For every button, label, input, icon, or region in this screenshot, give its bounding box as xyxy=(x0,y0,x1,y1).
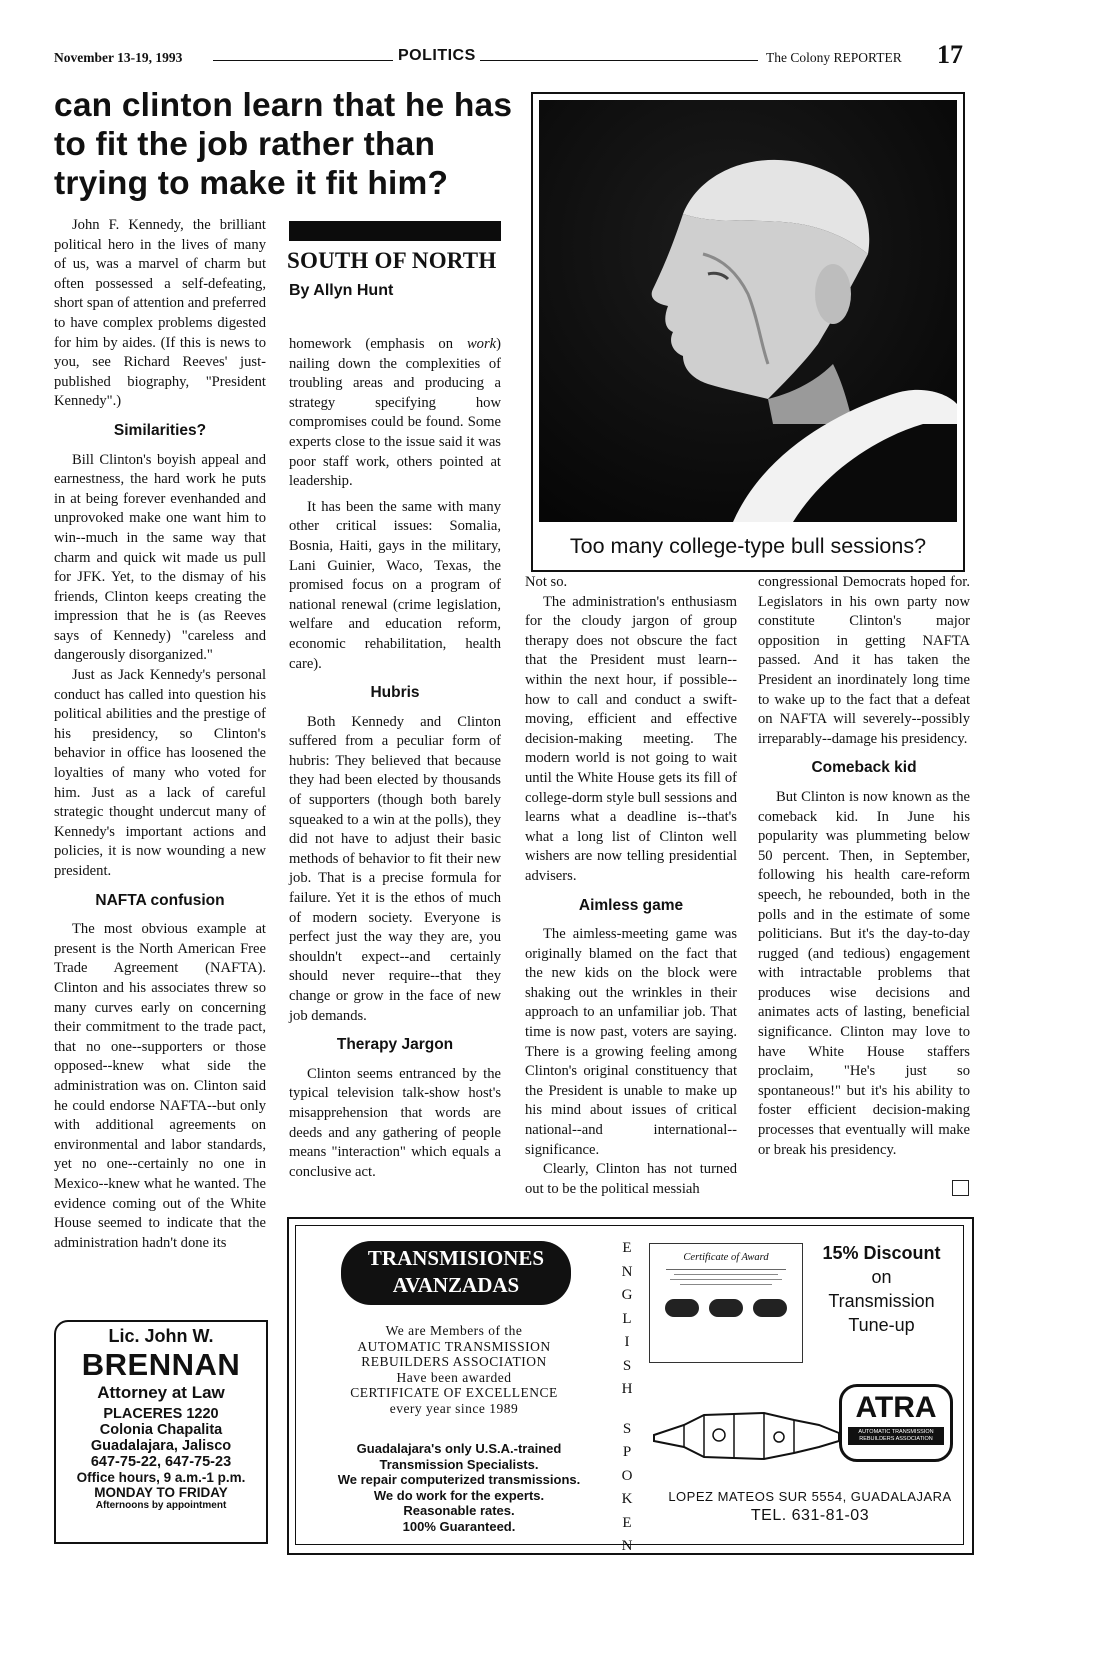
letter: S xyxy=(622,1357,632,1374)
ad-line: REBUILDERS ASSOCIATION xyxy=(361,1354,547,1369)
ad-line: CERTIFICATE OF EXCELLENCE xyxy=(350,1385,558,1400)
paragraph: John F. Kennedy, the brilliant political hero in the lives of many of us, was a marvel of charm but often possessed a self-defeating, short span of attention and preferred to have complex problems digested for him by aides. (If this is news to you, see Richard Reeves' just-published biography, "President Kennedy".) xyxy=(54,217,266,410)
certificate-image xyxy=(649,1243,803,1363)
paragraph: The most obvious example at present is the North American Free Trade Agreement (NAFTA). Clinton and his associates threw so many curves early on concerning their commitment to the trade pact, that no one--supporters or those opposed--knew what side the administration was on. Clinton said he could endorse NAFTA--but only with additional agreements on environmental and labor standards, yet no one--certainly no one in Mexico--knew what he wanted. The evidence coming out of the White House seemed to indicate that the administration hadn't done its xyxy=(54,921,266,1251)
logo-line: AVANZADAS xyxy=(392,1273,520,1297)
letter: P xyxy=(622,1444,632,1460)
ad-line: Guadalajara, Jalisco xyxy=(90,1438,232,1454)
ad-line: Transmission xyxy=(828,1291,935,1311)
paragraph: Bill Clinton's boyish appeal and earnestness, the hard work he puts in at being forever evenhanded and unprovoked make one want him to win--much in the same way that charm and quick wit made us pull for JFK. Yet, to the dismay of his friends, Clinton keeps creating the impression that he is (as Reeves says of Kennedy) "careless and dangerously disorganized." xyxy=(54,451,266,664)
atra-logo xyxy=(839,1384,953,1462)
letter: L xyxy=(622,1310,632,1327)
ad-line: Tune-up xyxy=(848,1315,915,1335)
paragraph: homework (emphasis on work) nailing down the complexities of troubling areas and producing a strategy specifying how compromises could be found. Some experts close to the issue said it was poor staff work, others pointed at leadership. xyxy=(289,336,501,490)
certificate-title: Certificate of Award xyxy=(683,1252,769,1263)
transmission-illustration xyxy=(644,1395,844,1480)
clinton-portrait-photo xyxy=(533,94,963,570)
ad-line: BRENNAN xyxy=(81,1347,241,1382)
ad-line: 15% Discount xyxy=(822,1243,941,1263)
subhead-similarities: Similarities? xyxy=(113,421,207,439)
transmission-icon xyxy=(644,1395,844,1475)
phone: TEL. 631-81-03 xyxy=(750,1507,870,1524)
paragraph: Clinton seems entranced by the typical television talk-show host's misapprehension that words are deeds and any gathering of people means "interaction" which equals a conclusive act. xyxy=(289,1065,501,1180)
attorney-ad xyxy=(54,1320,268,1544)
english-spoken-vertical xyxy=(616,1237,638,1559)
membership-text xyxy=(309,1323,599,1416)
award-seal xyxy=(753,1299,787,1317)
letter: N xyxy=(621,1538,633,1554)
ad-line: on xyxy=(871,1267,892,1287)
paragraph: Not so. xyxy=(525,574,568,590)
ad-line: Guadalajara's only U.S.A.-trained xyxy=(356,1441,562,1456)
award-seal xyxy=(709,1299,743,1317)
subhead-hubris: Hubris xyxy=(370,684,420,702)
letter: E xyxy=(622,1514,632,1531)
letter: H xyxy=(621,1381,633,1397)
ad-line: Afternoons by appointment xyxy=(95,1500,227,1511)
subhead-therapy-jargon: Therapy Jargon xyxy=(336,1036,454,1054)
subhead-nafta-confusion: NAFTA confusion xyxy=(95,891,225,909)
subhead-aimless-game: Aimless game xyxy=(578,896,684,914)
ad-line: every year since 1989 xyxy=(389,1400,519,1416)
article-column-4 xyxy=(758,573,970,1160)
transmisiones-logo xyxy=(341,1241,571,1305)
ad-line: Have been awarded xyxy=(396,1369,512,1385)
photo-caption: Too many college-type bull sessions? xyxy=(569,534,927,558)
ad-line: PLACERES 1220 xyxy=(103,1406,219,1422)
paragraph: It has been the same with many other critical issues: Somalia, Bosnia, Haiti, gays in the military, Lani Guinier, Waco, Texas, the promised focus on a program of national renewal (crime legislation, welfare and education reform, economic rehabilitation, health care). xyxy=(289,498,501,672)
paragraph: congressional Democrats hoped for. Legislators in his own party now constitute Clinton's major opposition in getting NAFTA passed. And it has taken the President an inordinately long time to wake up to the fact that a defeat on NAFTA will severely--possibly irreparably--damage his presidency. xyxy=(758,574,970,747)
paragraph: But Clinton is now known as the comeback kid. In June his popularity was plummeting below 50 percent. Then, in September, following his health care-reform speech, he rebounded, both in the polls and in the estimate of some politicians. But it's the day-to-day rugged (and tedious) engagement with intractable problems that produces wise decisions and animates acts of lasting, beneficial significance. Clinton may love to have White House staffers proclaim, "He's just so spontaneous!" but it's his ability to foster efficient decision-making processes that eventually will make or break his presidency. xyxy=(758,788,970,1158)
paragraph: Both Kennedy and Clinton suffered from a peculiar form of hubris: They believed that because they had been elected by thousands of supporters (though both barely squeaked to a win at the polls), they did not have to adjust their basic methods of behavior to fit their new job. That is a precise formula for failure. Yet it is the ethos of much of modern society. Everyone is perfect just the way they are, you shouldn't expect--and certainly should never require--that they change or grow in the face of new job demands. xyxy=(289,713,501,1024)
ad-line: Lic. John W. xyxy=(108,1326,214,1346)
paragraph: Just as Jack Kennedy's personal conduct has called into question his political abilities and the prestige of his presidency, so Clinton's behavior in office has loosened the loyalties of many who voted for him. Just as a lack of careful strategic thought undercut many of Kennedy's important actions and policies, it is now wounding a new president. xyxy=(54,667,266,879)
address: LOPEZ MATEOS SUR 5554, GUADALAJARA xyxy=(668,1489,952,1504)
ad-line: MONDAY TO FRIDAY xyxy=(94,1485,228,1500)
paragraph: The aimless-meeting game was originally blamed on the fact that the new kids on the block were shaking out the wrinkles in their approach to an unfamiliar job. That time is now past, voters are saying. There is a growing feeling among Clinton's original constituency that the President is unable to make up his mind about issues of critical national--and international--significance. xyxy=(525,926,737,1158)
end-mark-box xyxy=(952,1180,969,1196)
atra-logo-text: ATRA xyxy=(855,1391,937,1424)
discount-offer xyxy=(809,1241,954,1337)
publication-name: The Colony REPORTER xyxy=(766,50,902,65)
letter: N xyxy=(621,1263,633,1280)
letter: I xyxy=(624,1334,630,1350)
ad-line: 647-75-22, 647-75-23 xyxy=(90,1454,232,1470)
ad-line: Attorney at Law xyxy=(97,1383,225,1402)
column-label-bar xyxy=(289,221,501,241)
article-column-2 xyxy=(289,335,501,1182)
page-number: 17 xyxy=(937,40,963,69)
section-label: POLITICS xyxy=(398,47,476,64)
award-seal xyxy=(665,1299,699,1317)
transmission-ad xyxy=(287,1217,974,1555)
ad-line: Office hours, 9 a.m.-1 p.m. xyxy=(76,1470,246,1485)
header-rule-right xyxy=(480,60,758,61)
header-rule-left xyxy=(213,60,393,61)
ad-line: We are Members of the xyxy=(385,1323,523,1338)
byline: By Allyn Hunt xyxy=(289,282,394,299)
ad-line: We do work for the experts. xyxy=(373,1487,545,1503)
letter: S xyxy=(622,1420,632,1437)
ad-line: We repair computerized transmissions. xyxy=(337,1472,581,1487)
article-column-3 xyxy=(525,573,737,1199)
subhead-comeback-kid: Comeback kid xyxy=(811,759,917,777)
article-column-1 xyxy=(54,216,266,1253)
ad-line: AUTOMATIC TRANSMISSION xyxy=(357,1338,551,1354)
atra-logo-subtext: AUTOMATIC TRANSMISSION REBUILDERS ASSOCIATION xyxy=(848,1427,944,1445)
letter: K xyxy=(621,1491,633,1507)
services-text xyxy=(309,1441,609,1534)
letter: E xyxy=(622,1240,632,1256)
letter: G xyxy=(621,1287,633,1303)
logo-line: TRANSMISIONES xyxy=(367,1246,545,1270)
ad-line: Reasonable rates. xyxy=(403,1503,515,1518)
ad-line: Transmission Specialists. xyxy=(379,1456,539,1472)
ad-line: 100% Guaranteed. xyxy=(402,1518,516,1534)
paragraph: The administration's enthusiasm for the cloudy jargon of group therapy does not obscure the fact that the President must learn--within the next hour, if possible--how to call and conduct a swift-moving, efficient and effective decision-making meeting. The modern world is not going to wait until the White House gets its fill of college-dorm style bull sessions and learns what a deadline is--that's what a long list of Clinton well wishers are now telling presidential advisers. xyxy=(525,593,737,884)
ad-line: Colonia Chapalita xyxy=(99,1422,223,1438)
paragraph: Clearly, Clinton has not turned out to be the political messiah xyxy=(525,1161,737,1197)
issue-date: November 13-19, 1993 xyxy=(54,50,183,65)
photo-frame xyxy=(531,92,965,572)
letter: O xyxy=(621,1467,633,1484)
column-name: SOUTH OF NORTH xyxy=(287,248,497,273)
headline: can clinton learn that he has to fit the job rather than trying to make it fit him? xyxy=(54,87,513,202)
